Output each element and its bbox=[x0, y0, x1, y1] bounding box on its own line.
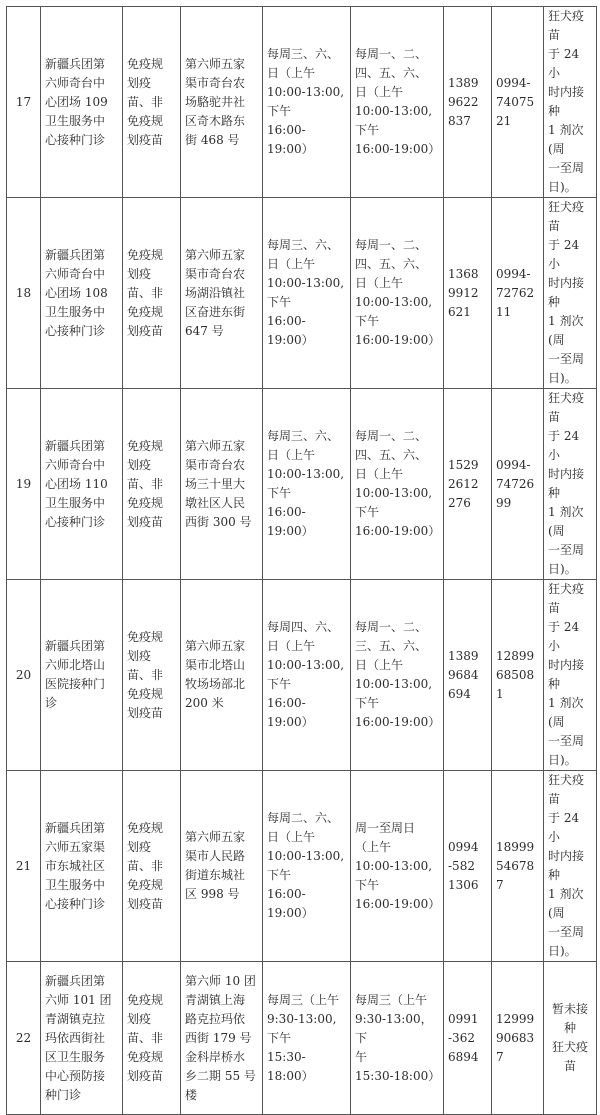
clinic-name: 新疆兵团第 六师北塔山 医院接种门 诊 bbox=[41, 580, 123, 771]
table-row bbox=[7, 198, 597, 389]
table-row bbox=[7, 7, 597, 198]
remarks: 狂犬疫苗 于 24 小 时内接种 1 剂次(周 一至周 日)。 bbox=[544, 580, 597, 771]
service-hours-alt: 周一至周日 （上午 10:00-13:00, 下午 16:00-19:00） bbox=[351, 771, 444, 962]
service-hours: 每周三（上午 9:30-13:00, 下午 15:30-18:00） bbox=[263, 962, 351, 1115]
phone-number-alt: 0994- 74726 99 bbox=[492, 389, 544, 580]
clinic-address: 第六师 10 团 青湖镇上海 路克拉玛依 西街 179 号 金科岸桥水 乡二期 55 号 楼 bbox=[181, 962, 263, 1115]
vaccine-type: 免疫规 划疫 苗、非 免疫规 划疫苗 bbox=[123, 7, 181, 198]
clinic-address: 第六师五家 渠市奇台农 场三十里大 墩社区人民 西街 300 号 bbox=[181, 389, 263, 580]
vaccine-type: 免疫规 划疫 苗、非 免疫规 划疫苗 bbox=[123, 389, 181, 580]
phone-number-alt: 0994- 74075 21 bbox=[492, 7, 544, 198]
vaccine-type: 免疫规 划疫 苗、非 免疫规 划疫苗 bbox=[123, 962, 181, 1115]
phone-number: 1368 9912 621 bbox=[444, 198, 492, 389]
service-hours: 每周三、六、 日（上午 10:00-13:00, 下午 16:00-19:00） bbox=[263, 7, 351, 198]
table-row bbox=[7, 389, 597, 580]
table-row bbox=[7, 580, 597, 771]
clinic-address: 第六师五家 渠市人民路 街道东城社 区 998 号 bbox=[181, 771, 263, 962]
table-row bbox=[7, 962, 597, 1115]
vaccine-type: 免疫规 划疫 苗、非 免疫规 划疫苗 bbox=[123, 580, 181, 771]
phone-number-alt: 0994- 72762 11 bbox=[492, 198, 544, 389]
service-hours-alt: 每周三（上午 9:30-13:00，下 午 15:30-18:00） bbox=[351, 962, 444, 1115]
remarks: 狂犬疫苗 于 24 小 时内接种 1 剂次(周 一至周 日)。 bbox=[544, 389, 597, 580]
phone-number: 0991 -362 6894 bbox=[444, 962, 492, 1115]
service-hours: 每周二、六、 日（上午 10:00-13:00, 下午 16:00-19:00） bbox=[263, 771, 351, 962]
vaccine-type: 免疫规 划疫 苗、非 免疫规 划疫苗 bbox=[123, 198, 181, 389]
row-number: 18 bbox=[7, 198, 41, 389]
remarks: 狂犬疫苗 于 24 小 时内接种 1 剂次(周 一至周 日)。 bbox=[544, 771, 597, 962]
vaccination-clinic-table bbox=[6, 6, 597, 1115]
clinic-name: 新疆兵团第 六师奇台中 心团场 110 卫生服务中 心接种门诊 bbox=[41, 389, 123, 580]
clinic-address: 第六师五家 渠市北塔山 牧场场部北 200 米 bbox=[181, 580, 263, 771]
service-hours-alt: 每周一、二、 四、五、六、 日（上午 10:00-13:00, 下午 16:00-19:00） bbox=[351, 389, 444, 580]
phone-number-alt: 18999 54678 7 bbox=[492, 771, 544, 962]
row-number: 19 bbox=[7, 389, 41, 580]
service-hours: 每周三、六、 日（上午 10:00-13:00, 下午 16:00-19:00） bbox=[263, 389, 351, 580]
service-hours-alt: 每周一、二、 四、五、六、 日（上午 10:00-13:00, 下午 16:00-19:00） bbox=[351, 198, 444, 389]
phone-number: 1389 9684 694 bbox=[444, 580, 492, 771]
clinic-address: 第六师五家 渠市奇台农 场湖沿镇社 区奋进东街 647 号 bbox=[181, 198, 263, 389]
clinic-name: 新疆兵团第 六师奇台中 心团场 108 卫生服务中 心接种门诊 bbox=[41, 198, 123, 389]
clinic-address: 第六师五家 渠市奇台农 场駱驼井社 区奇木路东 街 468 号 bbox=[181, 7, 263, 198]
phone-number: 0994 -582 1306 bbox=[444, 771, 492, 962]
service-hours-alt: 每周一、二、 三、五、六、 日（上午 10:00-13:00, 下午 16:00-19:00） bbox=[351, 580, 444, 771]
row-number: 22 bbox=[7, 962, 41, 1115]
table-row bbox=[7, 771, 597, 962]
phone-number-alt: 12899 68508 1 bbox=[492, 580, 544, 771]
phone-number-alt: 12999 90683 7 bbox=[492, 962, 544, 1115]
remarks: 暂未接种 狂犬疫苗 bbox=[544, 962, 597, 1115]
remarks: 狂犬疫苗 于 24 小 时内接种 1 剂次(周 一至周 日)。 bbox=[544, 198, 597, 389]
row-number: 20 bbox=[7, 580, 41, 771]
vaccine-type: 免疫规 划疫 苗、非 免疫规 划疫苗 bbox=[123, 771, 181, 962]
remarks: 狂犬疫苗 于 24 小 时内接种 1 剂次(周 一至周 日)。 bbox=[544, 7, 597, 198]
clinic-name: 新疆兵团第 六师奇台中 心团场 109 卫生服务中 心接种门诊 bbox=[41, 7, 123, 198]
clinic-name: 新疆兵团第 六师 101 团 青湖镇克拉 玛依西街社 区卫生服务 中心预防接 种门诊 bbox=[41, 962, 123, 1115]
service-hours: 每周四、六、 日（上午 10:00-13:00, 下午 16:00-19:00） bbox=[263, 580, 351, 771]
row-number: 17 bbox=[7, 7, 41, 198]
phone-number: 1529 2612 276 bbox=[444, 389, 492, 580]
service-hours-alt: 每周一、二、 四、五、六、 日（上午 10:00-13:00, 下午 16:00-19:00） bbox=[351, 7, 444, 198]
row-number: 21 bbox=[7, 771, 41, 962]
clinic-name: 新疆兵团第 六师五家渠 市东城社区 卫生服务中 心接种门诊 bbox=[41, 771, 123, 962]
service-hours: 每周三、六、 日（上午 10:00-13:00, 下午 16:00-19:00） bbox=[263, 198, 351, 389]
phone-number: 1389 9622 837 bbox=[444, 7, 492, 198]
